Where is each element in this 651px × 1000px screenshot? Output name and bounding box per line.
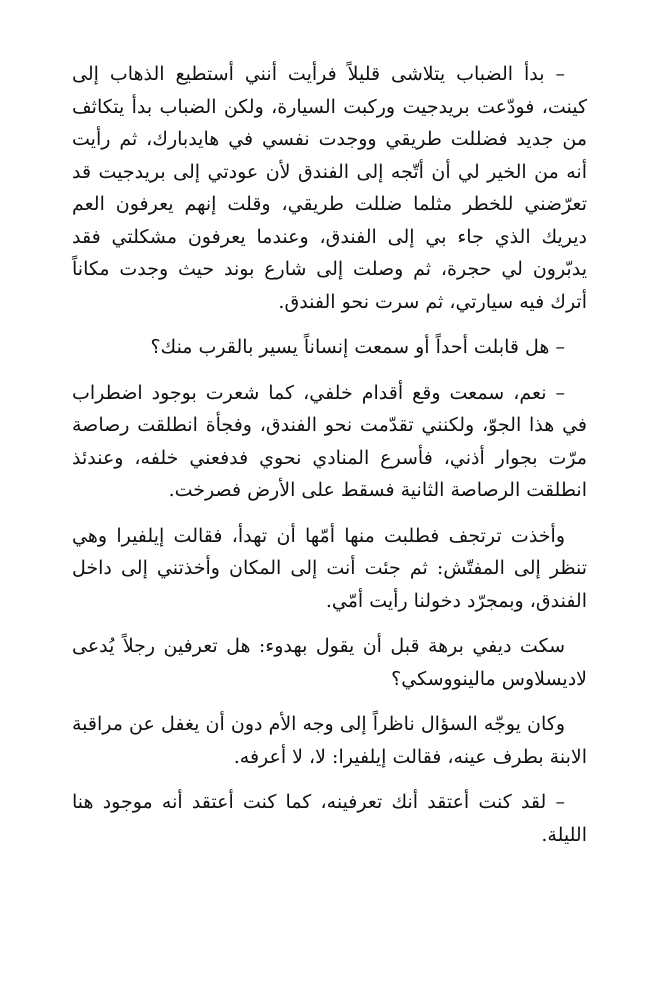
paragraph-3: – نعم، سمعت وقع أقدام خلفي، كما شعرت بوجود اضطراب في هذا الجوّ، ولكنني تقدّمت نحو الفندق، وفجأة انطلقت رصاصة مرّت بجوار أذني، فأسرع المنادي نحوي فدفعني خلفه، وعندئذ انطلقت الرصاصة الثانية فسقط على الأرض فصرخت. (72, 381, 587, 501)
paragraph-4: وأخذت ترتجف فطلبت منها أمّها أن تهدأ، فقالت إيلفيرا وهي تنظر إلى المفتّش: ثم جئت أنت إلى المكان وأخذتني إلى داخل الفندق، وبمجرّد دخولنا رأيت أمّي. (72, 524, 587, 612)
paragraph-2: – هل قابلت أحداً أو سمعت إنساناً يسير بالقرب منك؟ (150, 336, 565, 358)
paragraph-6: وكان يوجّه السؤال ناظراً إلى وجه الأم دون أن يغفل عن مراقبة الابنة بطرف عينه، فقالت إيلفيرا: لا، لا أعرفه. (72, 713, 587, 768)
paragraph-5: سكت ديفي برهة قبل أن يقول بهدوء: هل تعرفين رجلاً يُدعى لاديسلاوس مالينووسكي؟ (72, 635, 587, 690)
book-page (72, 58, 587, 864)
paragraph-1: – بدأ الضباب يتلاشى قليلاً فرأيت أنني أستطيع الذهاب إلى كينت، فودّعت بريدجيت وركبت السيارة، ولكن الضباب بدأ يتكاثف من جديد فضللت طريقي ووجدت نفسي في هايدبارك، ثم رأيت أنه من الخير لي أن أتّجه إلى الفندق لأن عودتي إلى بريدجيت قد تعرّضني للخطر مثلما ضللت طريقي، وقلت إنهم يعرفون العم ديريك الذي جاء بي إلى الفندق، وعندما يعرفون مشكلتي فقد يدبّرون لي حجرة، ثم وصلت إلى شارع بوند حيث وجدت مكاناً أترك فيه سيارتي، ثم سرت نحو الفندق. (72, 63, 587, 313)
paragraph-7: – لقد كنت أعتقد أنك تعرفينه، كما كنت أعتقد أنه موجود هنا الليلة. (72, 791, 587, 846)
